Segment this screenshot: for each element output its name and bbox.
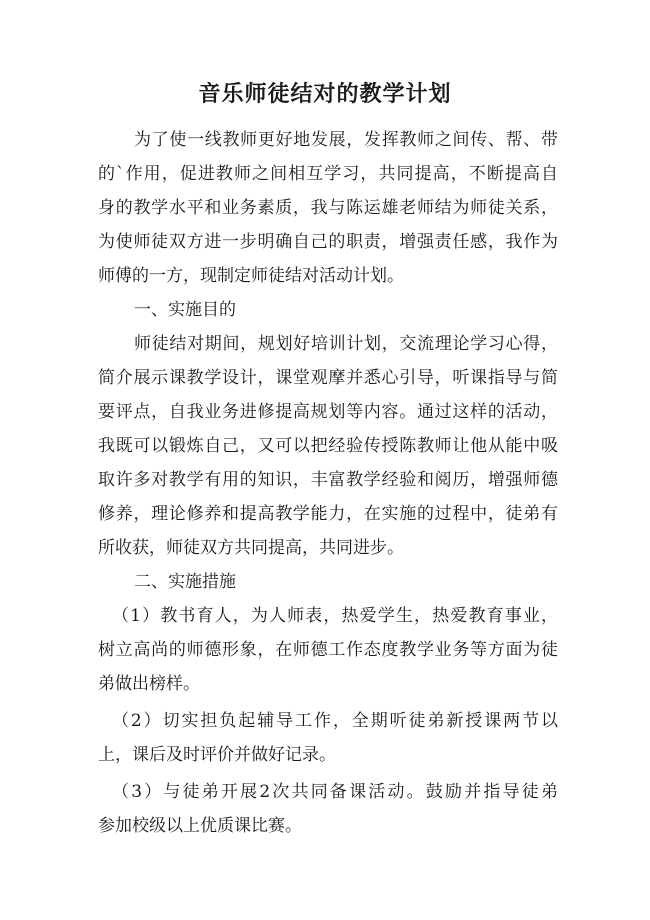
- paragraph-line: 简介展示课教学设计，课堂观摩并悉心引导，听课指导与简: [98, 368, 558, 388]
- section-heading: 二、实施措施: [134, 572, 236, 592]
- paragraph-line: 上，课后及时评价并做好记录。: [98, 745, 336, 765]
- paragraph-line: 我既可以锻炼自己，又可以把经验传授陈教师让他从能中吸: [98, 436, 558, 456]
- document-title: 音乐师徒结对的教学计划: [198, 82, 452, 107]
- paragraph-line: 取许多对教学有用的知识，丰富教学经验和阅历，增强师德: [98, 470, 558, 490]
- paragraph-line: 为了使一线教师更好地发展，发挥教师之间传、帮、带: [134, 130, 558, 150]
- paragraph-line: 身的教学水平和业务素质，我与陈运雄老师结为师徒关系，: [98, 198, 558, 218]
- paragraph-line: （1）教书育人，为人师表，热爱学生，热爱教育事业，: [112, 606, 558, 626]
- paragraph-line: 树立高尚的师德形象，在师德工作态度教学业务等方面为徒: [98, 640, 558, 660]
- paragraph-line: 为使师徒双方进一步明确自己的职责，增强责任感，我作为: [98, 232, 558, 252]
- section-heading: 一、实施目的: [134, 300, 236, 320]
- paragraph-line: 要评点，自我业务进修提高规划等内容。通过这样的活动，: [98, 402, 558, 422]
- paragraph-line: 参加校级以上优质课比赛。: [98, 816, 302, 836]
- paragraph-line: 修养，理论修养和提高教学能力，在实施的过程中，徒弟有: [98, 504, 558, 524]
- paragraph-line: 所收获，师徒双方共同提高，共同进步。: [98, 538, 404, 558]
- paragraph-line: 师徒结对期间，规划好培训计划，交流理论学习心得，: [134, 334, 558, 354]
- paragraph-line: 弟做出榜样。: [98, 674, 200, 694]
- paragraph-line: 的`作用，促进教师之间相互学习，共同提高，不断提高自: [98, 164, 558, 184]
- paragraph-line: （3）与徒弟开展2次共同备课活动。鼓励并指导徒弟: [112, 782, 558, 802]
- paragraph-line: 师傅的一方，现制定师徒结对活动计划。: [98, 266, 404, 286]
- paragraph-line: （2）切实担负起辅导工作，全期听徒弟新授课两节以: [112, 711, 558, 731]
